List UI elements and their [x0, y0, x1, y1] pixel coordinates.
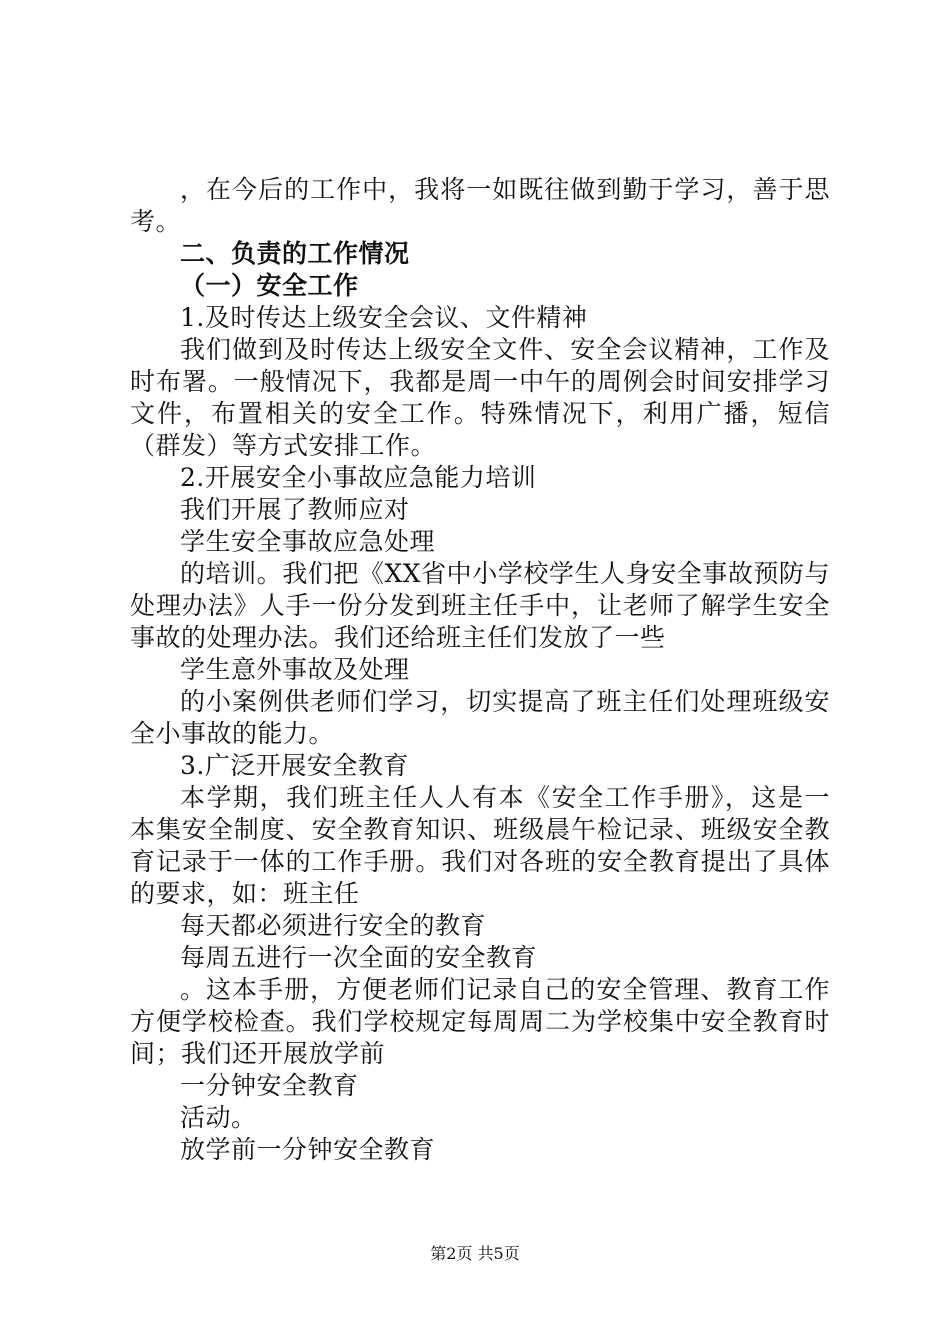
paragraph-item-3b: 每天都必须进行安全的教育 — [180, 911, 487, 940]
item-heading-2: 2.开展安全小事故应急能力培训 — [180, 463, 537, 492]
document-body — [130, 174, 830, 1166]
page-number-footer: 第2页 共5页 — [430, 1244, 520, 1263]
item-heading-3: 3.广泛开展安全教育 — [180, 751, 409, 780]
section-heading-work: 二、负责的工作情况 — [180, 239, 410, 268]
paragraph-item-2a: 我们开展了教师应对 — [180, 495, 410, 524]
paragraph-item-3a: 本学期，我们班主任人人有本《安全工作手册》，这是一本集安全制度、安全教育知识、班级晨午检记录、班级安全教育记录于一体的工作手册。我们对各班的安全教育提出了具体的要求，如：班主任 — [130, 783, 830, 908]
paragraph-item-3c: 每周五进行一次全面的安全教育 — [180, 943, 538, 972]
paragraph-item-2b: 学生安全事故应急处理 — [180, 527, 436, 556]
paragraph-intro: ，在今后的工作中，我将一如既往做到勤于学习，善于思考。 — [130, 175, 830, 236]
paragraph-item-2e: 的小案例供老师们学习，切实提高了班主任们处理班级安全小事故的能力。 — [130, 687, 830, 748]
paragraph-item-2c: 的培训。我们把《XX省中小学校学生人身安全事故预防与处理办法》人手一份分发到班主任手中，让老师了解学生安全事故的处理办法。我们还给班主任们发放了一些 — [130, 559, 830, 652]
paragraph-item-3f: 活动。 — [180, 1103, 257, 1132]
paragraph-item-2d: 学生意外事故及处理 — [180, 655, 410, 684]
paragraph-item-3d: 。这本手册，方便老师们记录自己的安全管理、教育工作方便学校检查。我们学校规定每周周二为学校集中安全教育时间；我们还开展放学前 — [130, 975, 830, 1068]
subsection-heading-safety: （一）安全工作 — [180, 271, 359, 300]
item-heading-1: 1.及时传达上级安全会议、文件精神 — [180, 303, 588, 332]
paragraph-item-1: 我们做到及时传达上级安全文件、安全会议精神，工作及时布署。一般情况下，我都是周一中午的周例会时间安排学习文件，布置相关的安全工作。特殊情况下，利用广播，短信（群发）等方式安排工作。 — [130, 335, 830, 460]
paragraph-item-3g: 放学前一分钟安全教育 — [180, 1135, 436, 1164]
paragraph-item-3e: 一分钟安全教育 — [180, 1071, 359, 1100]
